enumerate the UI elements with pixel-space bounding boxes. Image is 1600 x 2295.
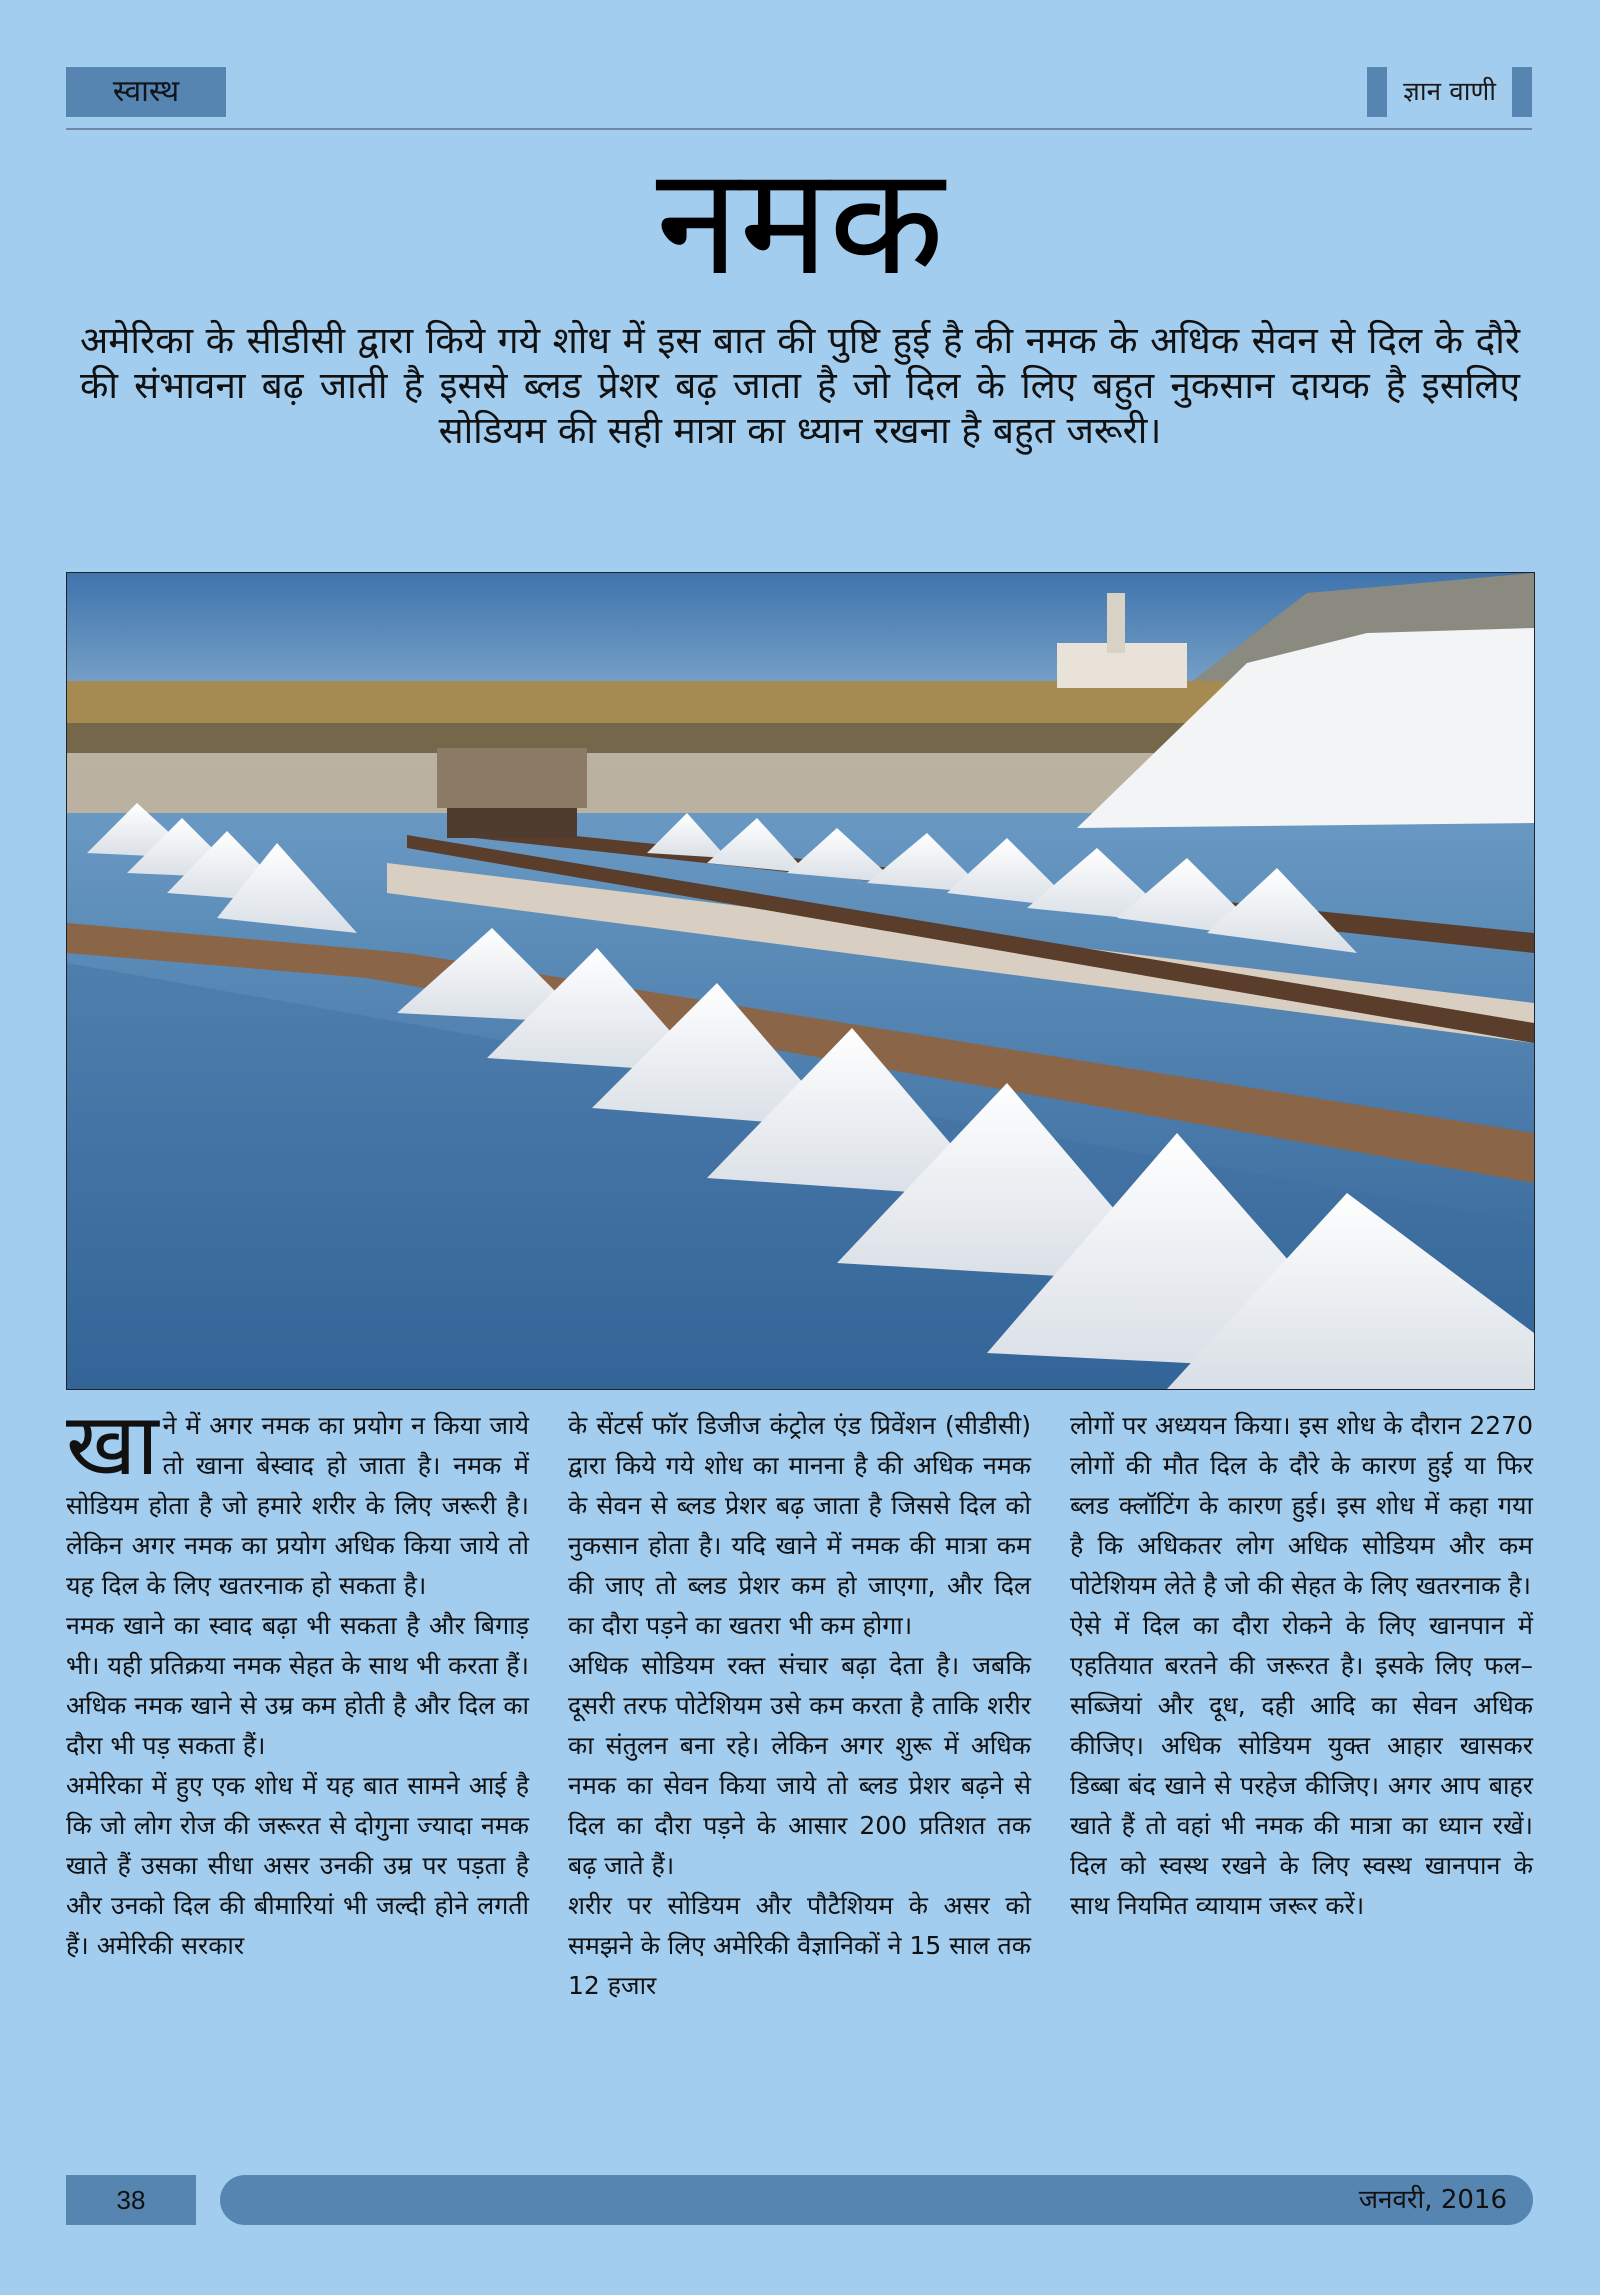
footer-bar <box>220 2175 1533 2225</box>
page-number: 38 <box>66 2175 196 2225</box>
header-bar-right <box>1512 67 1532 117</box>
article-column-1 <box>66 1395 529 2136</box>
paragraph: लोगों पर अध्ययन किया। इस शोध के दौरान 2270 लोगों की मौत दिल के दौरे के कारण हुई या फिर ब्लड क्लॉटिंग के कारण हुई। इस शोध में कहा गया है कि अधिकतर लोग अधिक सोडियम और कम पोटेशियम लेते है जो की सेहत के लिए खतरनाक है। <box>1070 1411 1533 1600</box>
header-bar-left <box>1367 67 1387 117</box>
paragraph: ऐसे में दिल का दौरा रोकने के लिए खानपान में एहतियात बरतने की जरूरत है। इसके लिए फल–सब्जियां और दूध, दही आदि का सेवन अधिक कीजिए। अधिक सोडियम युक्त आहार खासकर डिब्बा बंद खाने से परहेज कीजिए। अगर आप बाहर खाते हैं तो वहां भी नमक की मात्रा का ध्यान रखें। दिल को स्वस्थ रखने के लिए स्वस्थ खानपान के साथ नियमित व्यायाम जरूर करें। <box>1070 1611 1533 1920</box>
article-column-3 <box>1070 1406 1533 2136</box>
paragraph: नमक खाने का स्वाद बढ़ा भी सकता है और बिगाड़ भी। यही प्रतिक्रया नमक सेहत के साथ भी करता हैं। अधिक नमक खाने से उम्र कम होती है और दिल का दौरा भी पड़ सकता हैं। <box>66 1611 529 1760</box>
paragraph-text: ने में अगर नमक का प्रयोग न किया जाये तो खाना बेस्वाद हो जाता है। नमक में सोडियम होता है जो हमारे शरीर के लिए जरूरी है। लेकिन अगर नमक का प्रयोग अधिक किया जाये तो यह दिल के लिए खतरनाक हो सकता है। <box>66 1411 529 1600</box>
magazine-name-block <box>1367 67 1532 117</box>
paragraph: के सेंटर्स फॉर डिजीज कंट्रोल एंड प्रिवेंशन (सीडीसी) द्वारा किये गये शोध का मानना है की अधिक नमक के सेवन से ब्लड प्रेशर बढ़ जाता है जिससे दिल को नुकसान होता है। यदि खाने में नमक की मात्रा कम की जाए तो ब्लड प्रेशर कम हो जाएगा, और दिल का दौरा पड़ने का खतरा भी कम होगा। <box>568 1411 1031 1640</box>
article-column-2 <box>568 1406 1031 2136</box>
paragraph: अधिक सोडियम रक्त संचार बढ़ा देता है। जबकि दूसरी तरफ पोटेशियम उसे कम करता है ताकि शरीर का संतुलन बना रहे। लेकिन अगर शुरू में अधिक नमक का सेवन किया जाये तो ब्लड प्रेशर बढ़ने से दिल का दौरा पड़ने के आसार 200 प्रतिशत तक बढ़ जाते हैं। <box>568 1651 1031 1880</box>
drop-cap: खा <box>66 1395 159 1495</box>
paragraph <box>66 1395 529 1606</box>
magazine-name: ज्ञान वाणी <box>1403 77 1496 107</box>
section-tag: स्वास्थ <box>66 67 226 117</box>
salt-pans-photo <box>66 572 1535 1390</box>
article-intro: अमेरिका के सीडीसी द्वारा किये गये शोध में इस बात की पुष्टि हुई है की नमक के अधिक सेवन से दिल के दौरे की संभावना बढ़ जाती है इससे ब्लड प्रेशर बढ़ जाता है जो दिल के लिए बहुत नुकसान दायक है इसलिए सोडियम की सही मात्रा का ध्यान रखना है बहुत जरूरी। <box>80 319 1520 452</box>
article-title: नमक <box>655 135 945 309</box>
issue-date: जनवरी, 2016 <box>1358 2185 1507 2215</box>
paragraph: शरीर पर सोडियम और पौटैशियम के असर को समझने के लिए अमेरिकी वैज्ञानिकों ने 15 साल तक 12 हजार <box>568 1891 1031 2000</box>
paragraph: अमेरिका में हुए एक शोध में यह बात सामने आई है कि जो लोग रोज की जरूरत से दोगुना ज्यादा नमक खाते हैं उसका सीधा असर उनकी उम्र पर पड़ता है और उनको दिल की बीमारियां भी जल्दी होने लगती हैं। अमेरिकी सरकार <box>66 1771 529 1960</box>
header-divider <box>66 128 1532 130</box>
article-columns <box>66 1395 1533 2136</box>
